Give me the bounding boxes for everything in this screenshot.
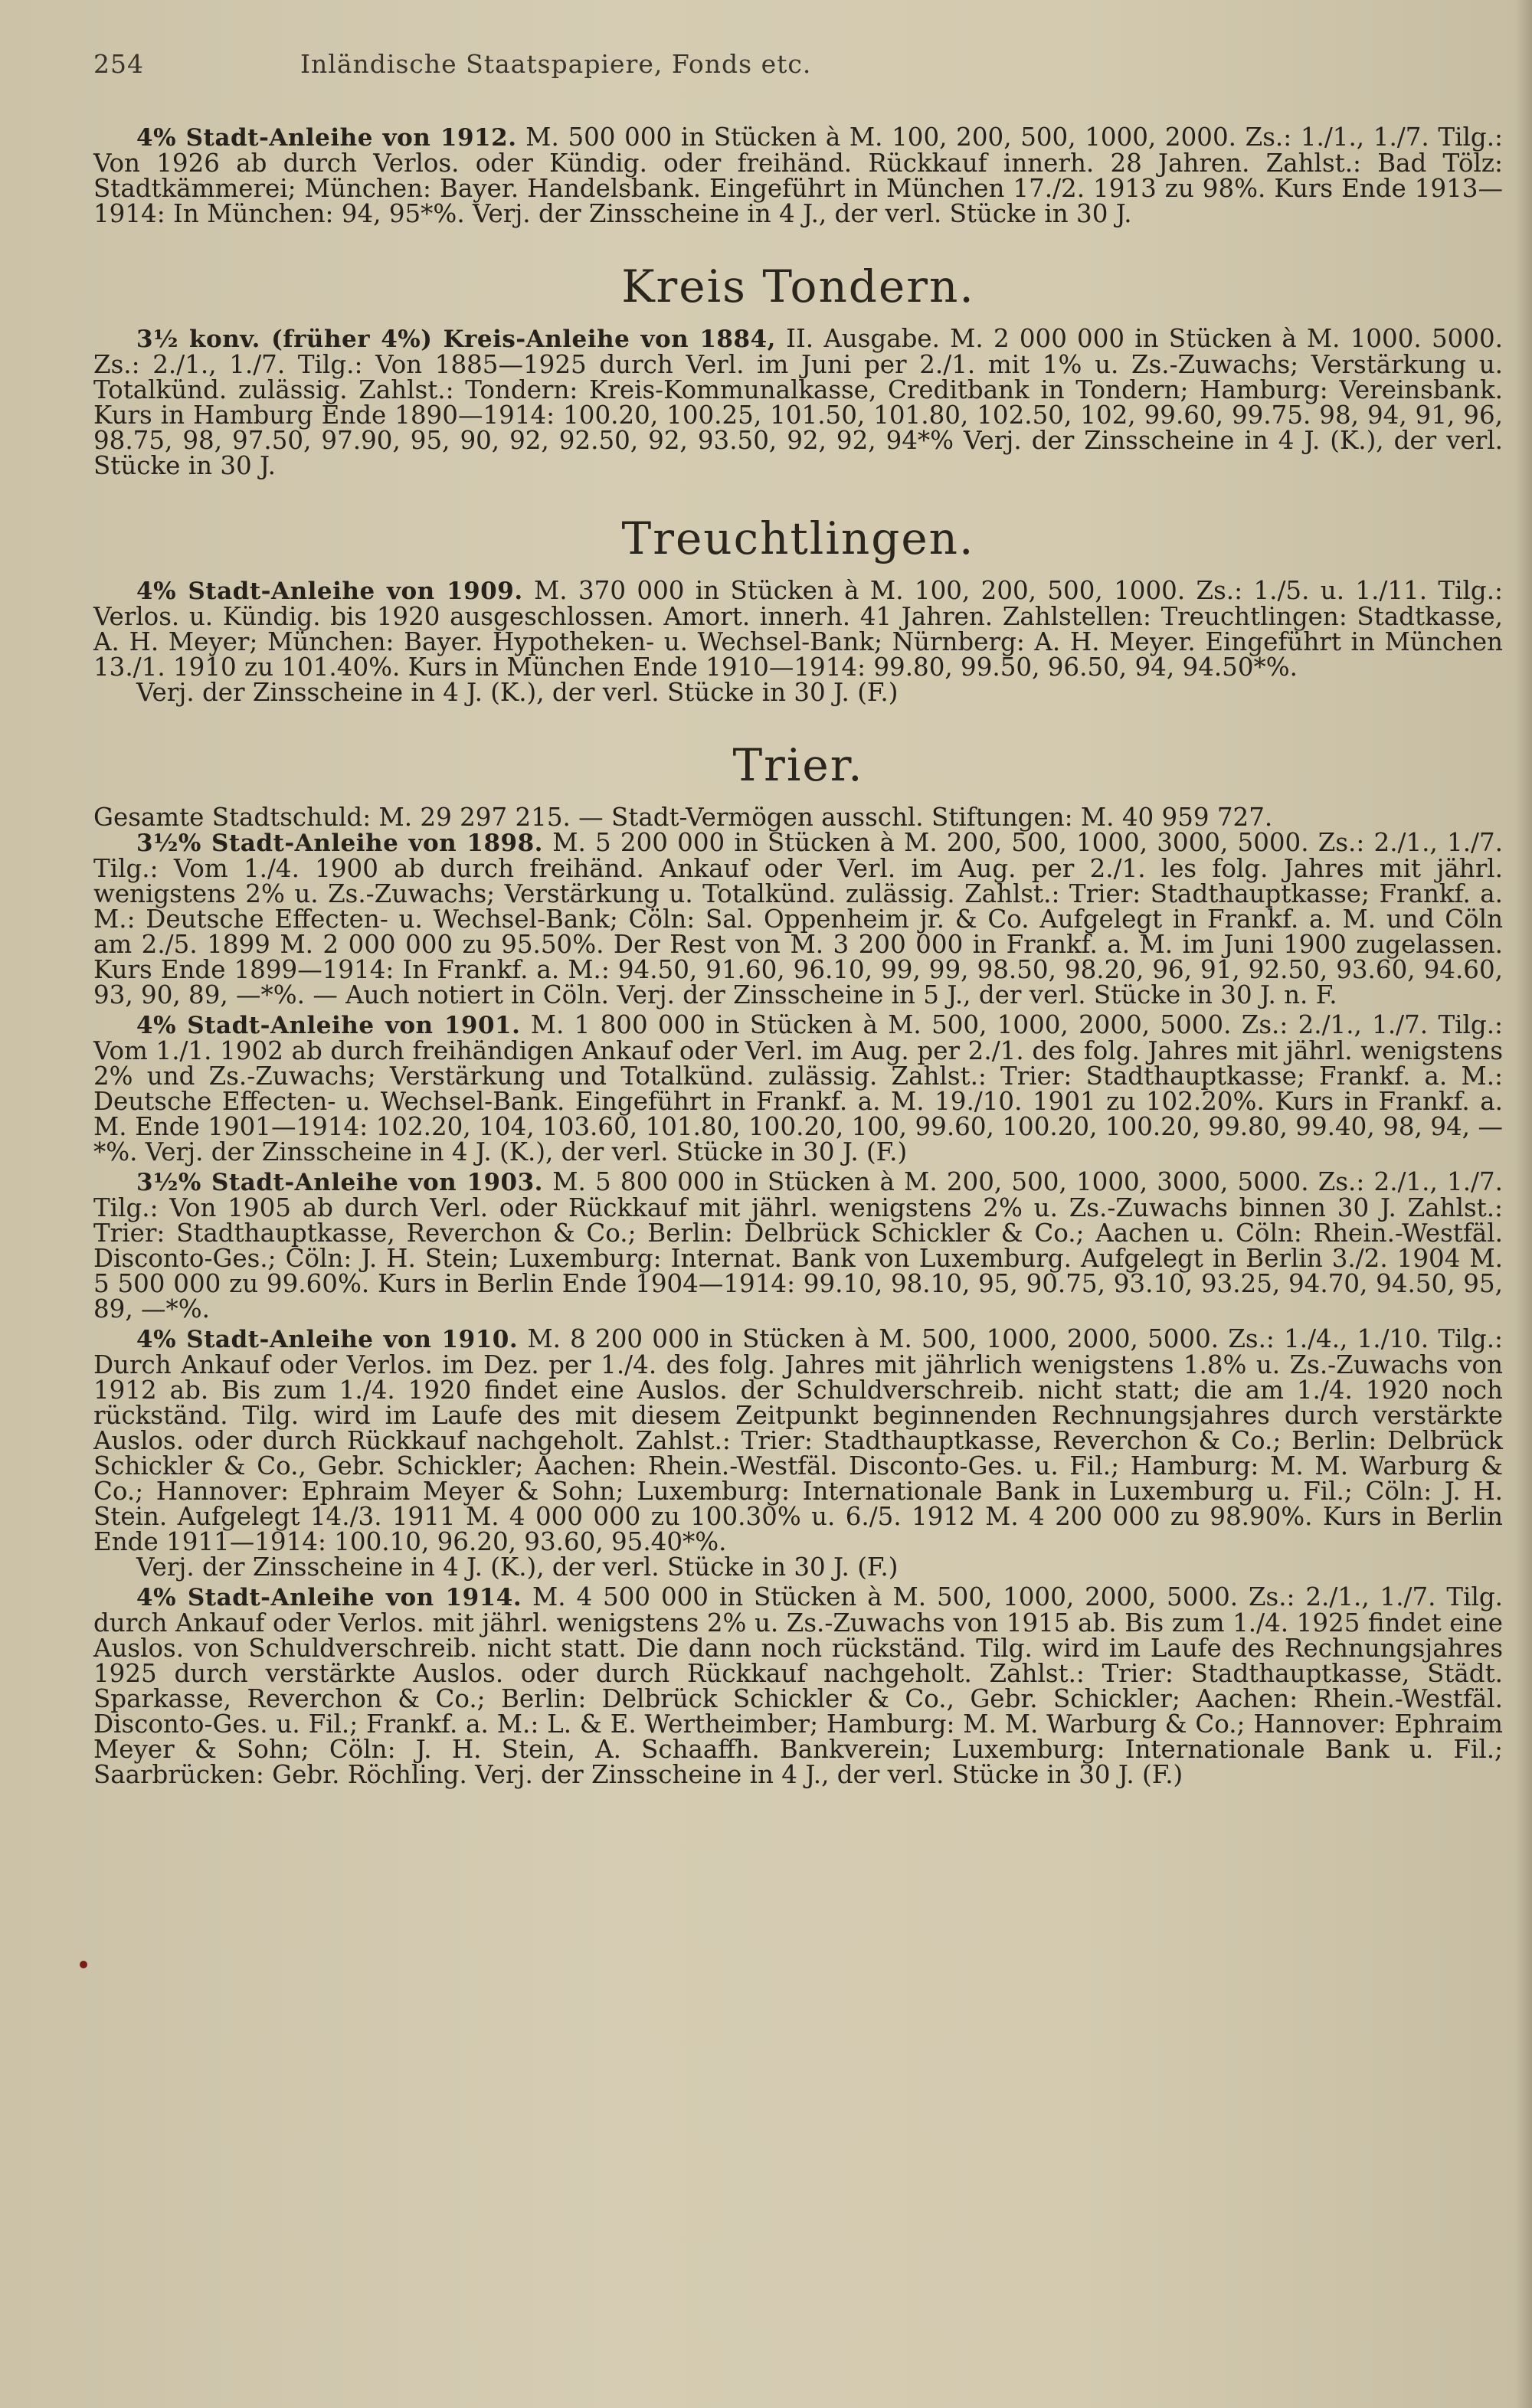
entry-heading: 4% Stadt-Anleihe von 1909. [136, 577, 523, 605]
running-head [93, 49, 1509, 79]
entry-trier-1910 [93, 1324, 1503, 1582]
entry-heading: 4% Stadt-Anleihe von 1912. [136, 124, 517, 152]
entry-trier-1901 [93, 1010, 1503, 1166]
section-title-treuchtlingen: Treuchtlingen. [621, 512, 975, 564]
section-title-trier: Trier. [732, 739, 864, 791]
entry-body: M. 5 800 000 in Stücken à M. 200, 500, 1000, 3000, 5000. Zs.: 2./1., 1./7. Tilg.: Von 1905 ab durch Verl. oder Rückkauf mit jährl. wenigstens 2% u. Zs.-Zuwachs binnen 30 J. Zahlst.: Trier: Stadthauptkasse, Reverchon & Co.; Berlin: Delbrück Schickler & Co.; Aachen u. Cöln: Rhein.-Westfäl. Disconto-Ges.; Cöln: J. H. Stein; Luxemburg: Internat. Bank von Luxemburg. Aufgelegt in Berlin 3./2. 1904 M. 5 500 000 zu 99.60%. Kurs in Berlin Ende 1904—1914: 99.10, 98.10, 95, 90.75, 93.10, 93.25, 94.70, 94.50, 95, 89, —*%. [93, 1167, 1503, 1323]
entry-body: M. 4 500 000 in Stücken à M. 500, 1000, 2000, 5000. Zs.: 2./1., 1./7. Tilg. durch Ankauf oder Verlos. mit jährl. wenigstens 2% u. Zs.-Zuwachs von 1915 ab. Bis zum 1./4. 1925 findet eine Auslos. von Schuldverschreib. nicht statt. Die dann noch rückständ. Tilg. wird im Laufe des Rechnungsjahres 1925 durch verstärkte Auslos. oder durch Rückkauf nachgeholt. Zahlst.: Trier: Stadthauptkasse, Städt. Sparkasse, Reverchon & Co.; Berlin: Delbrück Schickler & Co., Gebr. Schickler; Aachen: Rhein.-Westfäl. Disconto-Ges. u. Fil.; Frankf. a. M.: L. & E. Wertheimber; Hamburg: M. M. Warburg & Co.; Hannover: Ephraim Meyer & Sohn; Cöln: J. H. Stein, A. Schaaffh. Bankverein; Luxemburg: Internationale Bank u. Fil.; Saarbrücken: Gebr. Röchling. Verj. der Zinsscheine in 4 J., der verl. Stücke in 30 J. (F.) [93, 1582, 1503, 1789]
entry-toelz-1912 [93, 125, 1503, 227]
entry-heading: 3½% Stadt-Anleihe von 1898. [136, 829, 543, 857]
entry-body: II. Ausgabe. M. 2 000 000 in Stücken à M. 1000. 5000. Zs.: 2./1., 1./7. Tilg.: Von 1885—1925 durch Verl. im Juni per 2./1. mit 1% u. Zs.-Zuwachs; Verstärkung u. Totalkünd. zulässig. Zahlst.: Tondern: Kreis-Kommunalkasse, Creditbank in Tondern; Hamburg: Vereinsbank. Kurs in Hamburg Ende 1890—1914: 100.20, 100.25, 101.50, 101.80, 102.50, 102, 99.60, 99.75. 98, 94, 91, 96, 98.75, 98, 97.50, 97.90, 95, 90, 92, 92.50, 92, 93.50, 92, 92, 94*% Verj. der Zinsscheine in 4 J. (K.), der verl. Stücke in 30 J. [93, 324, 1503, 480]
page-edge-shadow [1515, 0, 1532, 2408]
entry-body: M. 370 000 in Stücken à M. 100, 200, 500, 1000. Zs.: 1./5. u. 1./11. Tilg.: Verlos. u. Kündig. bis 1920 ausgeschlossen. Amort. innerh. 41 Jahren. Zahlstellen: Treuchtlingen: Stadtkasse, A. H. Meyer; München: Bayer. Hypotheken- u. Wechsel-Bank; Nürnberg: A. H. Meyer. Eingeführt in München 13./1. 1910 zu 101.40%. Kurs in München Ende 1910—1914: 99.80, 99.50, 96.50, 94, 94.50*%. [93, 576, 1503, 682]
entry-tondern-1884 [93, 326, 1503, 479]
entry-body: M. 5 200 000 in Stücken à M. 200, 500, 1000, 3000, 5000. Zs.: 2./1., 1./7. Tilg.: Vom 1./4. 1900 ab durch freihänd. Ankauf oder Verl. im Aug. per 2./1. les folg. Jahres mit jährl. wenigstens 2% u. Zs.-Zuwachs; Verstärkung u. Totalkünd. zulässig. Zahlst.: Trier: Stadthauptkasse; Frankf. a. M.: Deutsche Effecten- u. Wechsel-Bank; Cöln: Sal. Oppenheim jr. & Co. Aufgelegt in Frankf. a. M. und Cöln am 2./5. 1899 M. 2 000 000 zu 95.50%. Der Rest von M. 3 200 000 in Frankf. a. M. im Juni 1900 zugelassen. Kurs Ende 1899—1914: In Frankf. a. M.: 94.50, 91.60, 96.10, 99, 99, 98.50, 98.20, 96, 91, 92.50, 93.60, 94.60, 93, 90, 89, —*%. — Auch notiert in Cöln. Verj. der Zinsscheine in 5 J., der verl. Stücke in 30 J. n. F. [93, 828, 1503, 1009]
entry-heading: 4% Stadt-Anleihe von 1910. [136, 1326, 519, 1353]
entry-trier-1898 [93, 830, 1503, 1008]
entry-body: M. 500 000 in Stücken à M. 100, 200, 500, 1000, 2000. Zs.: 1./1., 1./7. Tilg.: Von 1926 ab durch Verlos. oder Kündig. oder freihänd. Rückkauf innerh. 28 Jahren. Zahlst.: Bad Tölz: Stadtkämmerei; München: Bayer. Handelsbank. Eingeführt in München 17./2. 1913 zu 98%. Kurs Ende 1913—1914: In München: 94, 95*%. Verj. der Zinsscheine in 4 J., der verl. Stücke in 30 J. [93, 123, 1503, 228]
trier-summary: Gesamte Stadtschuld: M. 29 297 215. — Stadt-Vermögen ausschl. Stiftungen: M. 40 959 727. [93, 803, 1273, 832]
entry-trier-1914 [93, 1582, 1503, 1789]
entry-heading: 3½ konv. (früher 4%) Kreis-Anleihe von 1884, [136, 326, 776, 353]
entry-treuchtlingen-1909 [93, 578, 1503, 705]
entry-trier-1903 [93, 1167, 1503, 1323]
section-title-tondern: Kreis Tondern. [621, 260, 975, 312]
entry-note: Verj. der Zinsscheine in 4 J. (K.), der verl. Stücke in 30 J. (F.) [136, 1552, 899, 1582]
red-ink-mark [80, 1961, 87, 1968]
entry-heading: 3½% Stadt-Anleihe von 1903. [136, 1169, 543, 1196]
running-title: Inländische Staatspapiere, Fonds etc. [300, 49, 812, 79]
entry-heading: 4% Stadt-Anleihe von 1901. [136, 1012, 521, 1039]
entry-heading: 4% Stadt-Anleihe von 1914. [136, 1584, 522, 1611]
entry-body: M. 8 200 000 in Stücken à M. 500, 1000, 2000, 5000. Zs.: 1./4., 1./10. Tilg.: Durch Ankauf oder Verlos. im Dez. per 1./4. des folg. Jahres mit jährlich wenigstens 1.8% u. Zs.-Zuwachs von 1912 ab. Bis zum 1./4. 1920 findet eine Auslos. der Schuldverschreib. nicht statt; die am 1./4. 1920 noch rückständ. Tilg. wird im Laufe des mit diesem Zeitpunkt beginnenden Rechnungsjahres durch verstärkte Auslos. oder durch Rückkauf nachgeholt. Zahlst.: Trier: Stadthauptkasse, Reverchon & Co.; Berlin: Delbrück Schickler & Co., Gebr. Schickler; Aachen: Rhein.-Westfäl. Disconto-Ges. u. Fil.; Hamburg: M. M. Warburg & Co.; Hannover: Ephraim Meyer & Sohn; Luxemburg: Internationale Bank in Luxemburg u. Fil.; Cöln: J. H. Stein. Aufgelegt 14./3. 1911 M. 4 000 000 zu 100.30% u. 6./5. 1912 M. 4 200 000 zu 98.90%. Kurs in Berlin Ende 1911—1914: 100.10, 96.20, 93.60, 95.40*%. [93, 1324, 1503, 1556]
entry-body: M. 1 800 000 in Stücken à M. 500, 1000, 2000, 5000. Zs.: 2./1., 1./7. Tilg.: Vom 1./1. 1902 ab durch freihändigen Ankauf oder Verl. im Aug. per 2./1. des folg. Jahres mit jährl. wenigstens 2% und Zs.-Zuwachs; Verstärkung und Totalkünd. zulässig. Zahlst.: Trier: Stadthauptkasse; Frankf. a. M.: Deutsche Effecten- u. Wechsel-Bank. Eingeführt in Frankf. a. M. 19./10. 1901 zu 102.20%. Kurs in Frankf. a. M. Ende 1901—1914: 102.20, 104, 103.60, 101.80, 100.20, 100, 99.60, 100.20, 100.20, 99.80, 99.40, 98, 94, —*%. Verj. der Zinsscheine in 4 J. (K.), der verl. Stücke in 30 J. (F.) [93, 1010, 1503, 1166]
page-number: 254 [93, 49, 144, 79]
text-column [93, 125, 1503, 1788]
entry-note: Verj. der Zinsscheine in 4 J. (K.), der verl. Stücke in 30 J. (F.) [136, 678, 899, 707]
